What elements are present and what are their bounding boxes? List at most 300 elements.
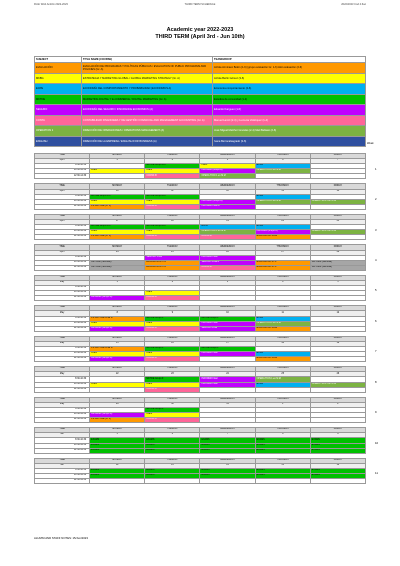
class-cell: MKTDE Grupo A-C [90, 194, 145, 199]
day-name-cell: MONDAY [90, 154, 145, 159]
class-cell: EVALUACIÓN Pr A [255, 265, 310, 270]
class-cell: MKTDE Grupo F [145, 377, 200, 382]
week-number: 3 [375, 228, 377, 232]
day-name-cell: TUESDAY [145, 275, 200, 280]
day-name-cell: THURSDAY [255, 275, 310, 280]
course-title: ESTRATEGIA Y MARKETING GLOBAL / GLOBAL MARKETING STRATEGY (Gr. A) [82, 73, 213, 84]
class-cell: MKTDE Grupo F [200, 316, 255, 321]
class-cell: MKTDE Grupo F [200, 347, 255, 352]
date-cell: 30 [145, 402, 200, 407]
day-name-cell: MONDAY [90, 306, 145, 311]
date-cell: 5 [200, 159, 255, 164]
time-cell: 10:30-12:30 [35, 352, 90, 357]
class-cell: MKTDE Grupo A-C [90, 225, 145, 230]
date-cell: 3 [200, 280, 255, 285]
course-code: OPERATION 1 [35, 126, 82, 137]
date-cell: 25 [255, 372, 310, 377]
week-number: 2 [375, 197, 377, 201]
class-cell [255, 479, 310, 484]
day-name-cell: TIME [35, 367, 90, 372]
date-cell: 21 [310, 220, 365, 225]
day-name-cell: TUESDAY [145, 184, 200, 189]
class-cell: CONTA Pr [145, 387, 200, 392]
class-cell: PR ANYONE (Pr 3) [90, 235, 145, 240]
day-name-cell: TUESDAY [145, 245, 200, 250]
time-cell: 12:30-14:30 [35, 296, 90, 301]
day-name-cell: TUESDAY [145, 397, 200, 402]
date-cell: 9 [310, 433, 365, 438]
class-cell: INFORM2 Final B [200, 204, 255, 209]
class-cell: Infant [90, 321, 145, 326]
class-cell: INFORM2 (Grupo B) [90, 413, 145, 418]
time-cell: 8:30-10:30 [35, 194, 90, 199]
class-cell: OPERA TION 1 en M M [310, 230, 365, 235]
class-cell: EXAMS [255, 473, 310, 478]
class-cell: INFORM2 (Grupo B) [90, 296, 145, 301]
date-cell: 11 [255, 311, 310, 316]
time-cell: 8:30-10:30 [35, 286, 90, 291]
date-cell: 26 [200, 250, 255, 255]
day-name-cell: WEDNESDAY [200, 397, 255, 402]
class-cell: EXAMS [90, 448, 145, 453]
day-name-cell: THURSDAY [255, 306, 310, 311]
time-cell: 10:30-12:30 [35, 413, 90, 418]
class-cell: ECPE [255, 194, 310, 199]
class-cell: INFORM2 (Grupo B) [200, 199, 255, 204]
time-cell: 10:30-12:30 [35, 382, 90, 387]
class-cell: INFORM2 (Grupo B) [255, 230, 310, 235]
date-cell: 4 [145, 159, 200, 164]
day-name-cell: TUESDAY [145, 214, 200, 219]
time-cell: 8:30-10:30 [35, 225, 90, 230]
class-cell: OPERA TION 1 en M M [255, 377, 310, 382]
header-left: Flickr Web Amblin 2022-2023 [34, 3, 68, 6]
day-name-cell: WEDNESDAY [200, 245, 255, 250]
day-name-cell: TIME [35, 336, 90, 341]
date-cell: 13 [255, 189, 310, 194]
month-cell: May [35, 341, 90, 346]
course-code: CONTA [35, 115, 82, 126]
class-cell: EXAMS [310, 443, 365, 448]
time-cell: 12:30-14:30 [35, 265, 90, 270]
course-header-cell: TEAM/GROUP [213, 57, 366, 63]
footer-note: ALUMNI AND STAFF NOTES: 15/Jun/2023 [34, 536, 88, 540]
class-cell: OPERA TION 1 en M M [255, 321, 310, 326]
month-cell: April [35, 159, 90, 164]
day-name-cell: THURSDAY [255, 428, 310, 433]
course-code: ECPE [35, 84, 82, 95]
time-cell: 10:30-12:30 [35, 443, 90, 448]
class-cell: EXAMS [200, 438, 255, 443]
course-code: MKBG [35, 73, 82, 84]
class-cell: OPERA TION 1 en M M [310, 199, 365, 204]
class-cell: EVALUACIÓN Final [255, 357, 310, 362]
date-cell: 8 [90, 311, 145, 316]
day-name-cell: TIME [35, 214, 90, 219]
course-title: ECONOMÍA DEL COMPORTAMIENTO Y PROBABILIDAD (ECONOMICS A) [82, 84, 213, 95]
class-cell: EVALUACIÓN Pr A [145, 265, 200, 270]
day-name-cell: TUESDAY [145, 336, 200, 341]
day-name-cell: MONDAY [90, 428, 145, 433]
date-cell: 9 [145, 311, 200, 316]
month-cell: Jun [35, 433, 90, 438]
day-name-cell: THURSDAY [255, 458, 310, 463]
day-name-cell: TUESDAY [145, 458, 200, 463]
class-cell: Infant [145, 352, 200, 357]
class-cell: EVALUACIÓN Pr A [255, 260, 310, 265]
course-row [35, 126, 366, 137]
day-name-cell: WEDNESDAY [200, 154, 255, 159]
date-cell: 1 [255, 402, 310, 407]
class-cell: EXAMS [200, 448, 255, 453]
date-cell: 14 [310, 189, 365, 194]
day-name-cell: TUESDAY [145, 154, 200, 159]
day-name-cell: FRIDAY [310, 367, 365, 372]
class-cell: EXAMS [200, 473, 255, 478]
course-code: SEGURO [35, 105, 82, 116]
time-cell: 12:30-14:30 [35, 448, 90, 453]
day-name-cell: WEDNESDAY [200, 184, 255, 189]
date-cell: 8 [255, 433, 310, 438]
class-cell: INF CRM (Seminar) [90, 265, 145, 270]
class-cell: Infant [90, 382, 145, 387]
month-cell: April [35, 250, 90, 255]
header-center: THIRD TERM SCHEDULE [184, 3, 216, 6]
date-cell: 24 [90, 250, 145, 255]
class-cell: MKTDE Grupo F [145, 407, 200, 412]
day-name-cell: WEDNESDAY [200, 458, 255, 463]
day-name-cell: THURSDAY [255, 336, 310, 341]
date-cell: 25 [145, 250, 200, 255]
class-cell: INFORM2 Final [200, 255, 255, 260]
course-title: MARKETING DIGITAL Y E-COMMERCE / DIGITAL MARKETING (Gr. A) [82, 94, 213, 105]
month-cell: May [35, 372, 90, 377]
class-cell: Infant [145, 199, 200, 204]
time-cell: 12:30-14:30 [35, 204, 90, 209]
class-cell: CONTA Pr [145, 418, 200, 423]
class-cell: ECPE [200, 225, 255, 230]
time-cell: 12:30-14:30 [35, 418, 90, 423]
class-cell: CONTA Pr [145, 174, 200, 179]
class-cell: CONTA Pr [145, 357, 200, 362]
class-cell: INF CRM (Seminar) [90, 260, 145, 265]
month-cell: May [35, 311, 90, 316]
date-cell: 17 [200, 341, 255, 346]
date-cell: 19 [310, 341, 365, 346]
class-cell: Infant [200, 164, 255, 169]
month-cell: Jun [35, 463, 90, 468]
class-cell: INFORM2 Final [200, 321, 255, 326]
class-cell [310, 479, 365, 484]
day-name-cell: TIME [35, 306, 90, 311]
class-cell: EXAMS [90, 473, 145, 478]
time-cell: 10:30-12:30 [35, 321, 90, 326]
class-cell: CONTA Pr [200, 235, 255, 240]
course-row [35, 73, 366, 84]
day-name-cell: THURSDAY [255, 154, 310, 159]
class-cell: EXAMS [255, 468, 310, 473]
day-name-cell: MONDAY [90, 367, 145, 372]
day-name-cell: TUESDAY [145, 367, 200, 372]
class-cell: Infant [90, 352, 145, 357]
class-cell: SEGURO Final [145, 255, 200, 260]
date-cell: 4 [255, 280, 310, 285]
date-cell: 12 [310, 311, 365, 316]
class-cell: Infant [145, 169, 200, 174]
class-cell: MKTDE Grupo A-C [145, 164, 200, 169]
class-cell: INFORM2 Final [200, 377, 255, 382]
day-name-cell: TUESDAY [145, 306, 200, 311]
week-column-header: Week [367, 142, 374, 145]
date-cell: 15 [90, 341, 145, 346]
day-name-cell: TIME [35, 428, 90, 433]
week-number: 6 [375, 319, 377, 323]
class-cell: CONTA Pr [145, 235, 200, 240]
date-cell: 7 [200, 433, 255, 438]
week-number: 1 [375, 167, 377, 171]
date-cell: 6 [255, 159, 310, 164]
time-cell: 8:30-10:30 [35, 255, 90, 260]
day-name-cell: THURSDAY [255, 367, 310, 372]
class-cell: SEGURO Final B [200, 260, 255, 265]
date-cell: 13 [145, 463, 200, 468]
class-cell: CONTA Pr [145, 326, 200, 331]
day-name-cell: WEDNESDAY [200, 306, 255, 311]
time-cell: 10:30-12:30 [35, 199, 90, 204]
day-name-cell: MONDAY [90, 214, 145, 219]
class-cell: OPERA TION 1 en M M [200, 174, 255, 179]
class-cell: EVALUACIÓN Final [255, 235, 310, 240]
class-cell: EXAMS [145, 448, 200, 453]
class-cell: MKTDE Grupo A-C [145, 225, 200, 230]
date-cell: 5 [310, 280, 365, 285]
date-cell: 24 [200, 372, 255, 377]
day-name-cell: FRIDAY [310, 458, 365, 463]
date-cell: 17 [90, 220, 145, 225]
schedule-table [34, 149, 366, 484]
class-cell: SEGURO Final [200, 326, 255, 331]
class-cell: INFORM2 Final [200, 382, 255, 387]
class-cell: Infant [90, 230, 145, 235]
day-name-cell: MONDAY [90, 275, 145, 280]
date-cell: 2 [145, 280, 200, 285]
time-cell: 10:30-12:30 [35, 230, 90, 235]
class-cell: MKTDE Grupo F [145, 316, 200, 321]
day-name-cell: MONDAY [90, 397, 145, 402]
header-right: 2022/2023 Cod 4.6ac [341, 3, 366, 6]
day-name-cell: MONDAY [90, 336, 145, 341]
date-cell: 26 [310, 372, 365, 377]
day-name-cell: TUESDAY [145, 428, 200, 433]
class-cell: EXAMS [310, 473, 365, 478]
time-cell: 12:30-14:30 [35, 387, 90, 392]
week-number: 7 [375, 349, 377, 353]
class-cell: CONTA Pr [145, 204, 200, 209]
time-cell: 8:30-10:30 [35, 468, 90, 473]
class-cell: OPERA TION 1 en M M [255, 199, 310, 204]
class-cell: EXAMS [310, 448, 365, 453]
day-name-cell: FRIDAY [310, 428, 365, 433]
date-cell: 15 [255, 463, 310, 468]
class-cell: Infant [145, 382, 200, 387]
day-name-cell: TIME [35, 154, 90, 159]
day-name-cell: WEDNESDAY [200, 336, 255, 341]
date-cell: 27 [255, 250, 310, 255]
course-header-cell: TITLE NAME (COURSE) [82, 57, 213, 63]
class-cell: Infant [145, 321, 200, 326]
class-cell: MKTDE Grupo F [145, 347, 200, 352]
week-number: 11 [375, 471, 378, 475]
class-cell: PR ANYONE Final B [90, 347, 145, 352]
course-team: Arriola Arminaco Bolén (1-6) (grupo evaluación Gr. 1-6) Hlot evaluación (2-6) [213, 63, 366, 74]
title-academic-year: Academic year 2022-2023 [166, 27, 234, 33]
class-cell: INF CRM (Seminar) [310, 265, 365, 270]
course-row [35, 63, 366, 74]
class-cell: EXAMS [145, 443, 200, 448]
time-cell: 8:30-10:30 [35, 377, 90, 382]
date-cell: 6 [145, 433, 200, 438]
class-cell: Infant [145, 230, 200, 235]
course-header-cell: SUBJECT [35, 57, 82, 63]
date-cell: 5 [90, 433, 145, 438]
class-cell: Infant [90, 199, 145, 204]
day-name-cell: WEDNESDAY [200, 367, 255, 372]
time-cell: 12:30-14:30 [35, 235, 90, 240]
course-row [35, 94, 366, 105]
day-name-cell: TIME [35, 397, 90, 402]
time-cell: 10:30-12:30 [35, 473, 90, 478]
class-cell: ECPE [255, 225, 310, 230]
course-team: Economía comportamiento (2-6) [213, 84, 366, 95]
day-name-cell: TIME [35, 184, 90, 189]
week-number: 8 [375, 380, 377, 384]
course-row [35, 115, 366, 126]
day-name-cell: MONDAY [90, 184, 145, 189]
day-name-cell: THURSDAY [255, 245, 310, 250]
course-title: DIRECCIÓN DE OPERACIONES / OPERATIONS MANAGEMENT (A) [82, 126, 213, 137]
date-cell: 11 [145, 189, 200, 194]
class-cell: EXAMS [90, 438, 145, 443]
class-cell: INFORM2 Final [200, 352, 255, 357]
course-code: MKTDE [35, 94, 82, 105]
class-cell: MKTDE Grupo A-C [145, 194, 200, 199]
time-cell: 10:30-12:30 [35, 169, 90, 174]
date-cell: 16 [310, 463, 365, 468]
class-cell: EXAMS [200, 468, 255, 473]
class-cell: CONTA Pr [200, 265, 255, 270]
time-cell: 12:30-14:30 [35, 174, 90, 179]
page-title [0, 27, 400, 41]
class-cell: INFORM2 (Grupo B) [90, 326, 145, 331]
month-cell: April [35, 189, 90, 194]
day-name-cell: FRIDAY [310, 154, 365, 159]
month-cell: May [35, 280, 90, 285]
date-cell: 3 [90, 159, 145, 164]
day-name-cell: FRIDAY [310, 336, 365, 341]
class-cell: PR ANYONE (Pr 3) [90, 204, 145, 209]
month-cell: April [35, 220, 90, 225]
day-name-cell: MONDAY [90, 458, 145, 463]
date-cell: 16 [145, 341, 200, 346]
day-name-cell: WEDNESDAY [200, 214, 255, 219]
class-cell [200, 479, 255, 484]
class-cell: CONTA Pr [145, 296, 200, 301]
class-cell: PR ANYONE Final B [90, 316, 145, 321]
course-row [35, 105, 366, 116]
time-cell: 8:30-10:30 [35, 438, 90, 443]
time-cell: 8:30-10:30 [35, 347, 90, 352]
date-cell: 12 [200, 189, 255, 194]
day-name-cell: THURSDAY [255, 214, 310, 219]
day-name-cell: WEDNESDAY [200, 275, 255, 280]
class-cell: ECPE [255, 164, 310, 169]
week-number: 10 [375, 441, 379, 445]
time-cell: 8:30-10:30 [35, 164, 90, 169]
class-cell: OPERA TION 1 en M M [310, 382, 365, 387]
time-cell: 12:30-14:30 [35, 479, 90, 484]
class-cell: Infant [90, 169, 145, 174]
class-cell: EXAMS [145, 468, 200, 473]
date-cell: 12 [90, 463, 145, 468]
course-row [35, 136, 366, 147]
date-cell: 18 [145, 220, 200, 225]
day-name-cell: FRIDAY [310, 184, 365, 189]
class-cell: EXAMS [255, 448, 310, 453]
date-cell: 7 [310, 159, 365, 164]
class-cell [145, 479, 200, 484]
course-team: Manuel Lamiri (2-4) y Lucrecia Velázquez (1-4) [213, 115, 366, 126]
class-cell: ECPE [255, 316, 310, 321]
date-cell: 19 [200, 220, 255, 225]
week-number: 5 [375, 288, 377, 292]
course-team: Ivana Berrocalsagrado (3-6) [213, 136, 366, 147]
date-cell: 23 [145, 372, 200, 377]
day-name-cell: FRIDAY [310, 397, 365, 402]
day-name-cell: TIME [35, 458, 90, 463]
time-cell: 12:30-14:30 [35, 357, 90, 362]
course-code: ENGLISH [35, 136, 82, 147]
date-cell: 18 [255, 341, 310, 346]
time-cell: 8:30-10:30 [35, 316, 90, 321]
date-cell: 28 [310, 250, 365, 255]
class-cell: EXAMS [90, 443, 145, 448]
day-name-cell: FRIDAY [310, 306, 365, 311]
day-name-cell: TIME [35, 275, 90, 280]
course-team: Arriola Berlin Gómez (3-6) [213, 73, 366, 84]
course-legend-table [34, 56, 366, 147]
date-cell: 2 [310, 402, 365, 407]
course-team: Eduardo Ibarguen (1-6) [213, 105, 366, 116]
date-cell: 10 [200, 311, 255, 316]
day-name-cell: MONDAY [90, 245, 145, 250]
class-cell: OPERA TION 1 en M M [200, 230, 255, 235]
class-cell: EXAMS [310, 438, 365, 443]
date-cell: 22 [90, 372, 145, 377]
time-cell: 10:30-12:30 [35, 291, 90, 296]
course-title: CONTABILIDAD FINANCIERA Y DE GESTIÓN / FINANCIAL AND MANAGEMENT ACCOUNTING (Gr. A) [82, 115, 213, 126]
class-cell: INFORM2 (Grupo B) [200, 169, 255, 174]
time-cell: 8:30-10:30 [35, 407, 90, 412]
class-cell: EXAMS [90, 468, 145, 473]
month-cell: May [35, 402, 90, 407]
class-cell: PR ANYONE (Pr 3) [90, 418, 145, 423]
class-cell: EXAMS [200, 443, 255, 448]
course-title: DIRECCIÓN DE LA EMPRESA / ENGLISH FOR BUSINESS (A) [82, 136, 213, 147]
class-cell: EXAMS [255, 438, 310, 443]
date-cell: 14 [200, 463, 255, 468]
course-team: José Miguel Melchor Grandes (2-4) Mati Bellassi (2-6) [213, 126, 366, 137]
title-term: THIRD TERM (April 3rd - Jun 10th) [155, 34, 245, 40]
